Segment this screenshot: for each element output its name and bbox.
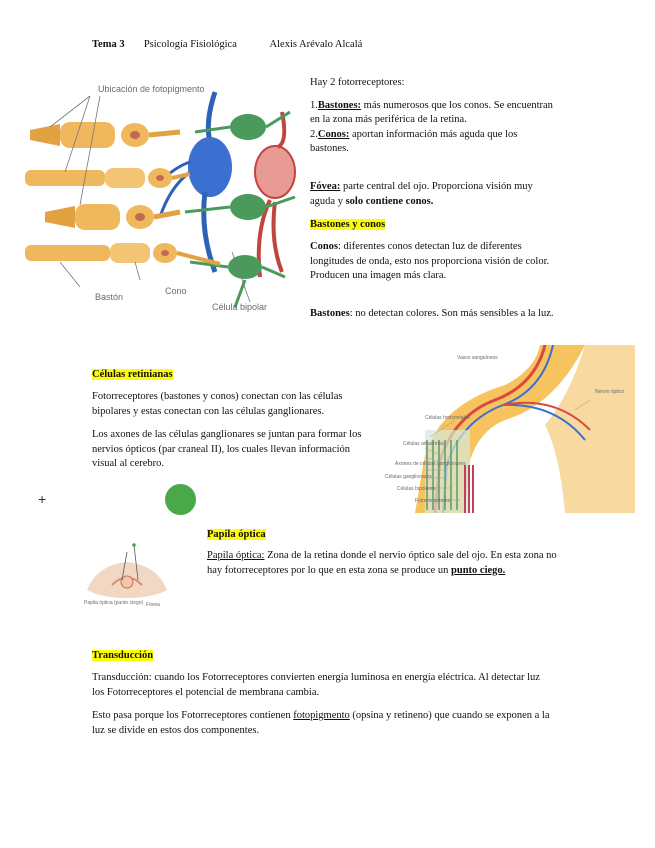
- blood-cell-shape: [255, 112, 295, 277]
- label-bipolar-cells: Células bipolares: [397, 486, 436, 492]
- label-bipolar: Célula bipolar: [212, 302, 268, 312]
- label-cone: Cono: [165, 286, 187, 296]
- blind-spot-dot: [165, 484, 196, 515]
- cones-description: Conos: diferentes conos detectan luz de diferentes longitudes de onda, esto nos proporciona visión de color. Producen una imagen más clara.: [310, 241, 550, 281]
- retinal-cells-p2: Los axones de las células ganglionares se juntan para formar los nervios ópticos (par craneal II), los cuales llevan información visual al cerebro.: [92, 429, 362, 469]
- label-rod: Bastón: [95, 292, 124, 302]
- label-amacrine: Células amacrinas: [403, 441, 445, 447]
- topic-label: Tema 3: [92, 39, 125, 50]
- label-vessels: Vasos sanguíneos: [457, 355, 498, 361]
- transduction-heading: Transducción: [92, 650, 154, 661]
- transduction-p2: Esto pasa porque los Fotorreceptores contienen fotopigmento (opsina y retineno) que cuando se exponen a la luz se divide en estos dos componentes.: [92, 710, 550, 736]
- intro-block: [310, 76, 555, 157]
- cones-definition: 2.Conos: aportan información más aguda que los bastones.: [310, 128, 518, 154]
- label-axons: Axones de células ganglionares: [395, 461, 466, 467]
- retinal-cells-heading: Células retinianas: [92, 369, 173, 380]
- photopigment-link: fotopigmento: [293, 710, 350, 721]
- transduction-p1: Transducción: cuando los Fotorreceptores convierten energía luminosa en energía eléctrica. Al detectar luz los Fotorreceptores el potencial de membrana cambia.: [92, 672, 540, 698]
- rods-description: Bastones: no detectan colores. Son más sensibles a la luz.: [310, 308, 554, 319]
- label-optic-disc: Papila óptica (punto ciego): [84, 600, 144, 606]
- label-fovea: Fóvea: [146, 602, 160, 608]
- author-label: Alexis Arévalo Alcalá: [269, 39, 363, 50]
- retinal-cells-p1: Fotorreceptores (bastones y conos) conectan con las células bipolares y estas conectan con las células ganglionares.: [92, 391, 343, 417]
- subject-label: Psicología Fisiológica: [143, 39, 237, 50]
- label-ganglion: Células ganglionares: [385, 474, 432, 480]
- rods-definition: 1.Bastones: más numerosos que los conos. Se encuentran en la zona más periférica de la retina.: [310, 99, 553, 125]
- label-photoreceptors: Fotorreceptores: [415, 498, 451, 504]
- optic-disc-heading: Papila óptica: [207, 529, 266, 540]
- blind-spot-link: punto ciego.: [451, 564, 506, 576]
- retina-figure: [385, 345, 635, 513]
- header: [92, 38, 362, 53]
- label-pigment: Ubicación de fotopigmento: [98, 84, 205, 94]
- label-horizontal: Células horizontales: [425, 415, 471, 421]
- optic-disc-definition: Papila óptica: Zona de la retina donde el nervio óptico sale del ojo. En esta zona no hay fotorreceptores por lo que en esta zona se produce un punto ciego.: [207, 550, 557, 576]
- fovea-definition: Fóvea: parte central del ojo. Proporciona visión muy aguda y solo contiene conos.: [310, 181, 533, 207]
- rods-cones-heading: Bastones y conos: [310, 219, 386, 230]
- intro-line: Hay 2 fotorreceptores:: [310, 77, 405, 88]
- blind-spot-cross: +: [38, 491, 47, 507]
- photoreceptor-figure: [20, 72, 305, 322]
- label-optic-nerve: Nervio óptico: [595, 389, 625, 395]
- optic-disc-figure: [82, 540, 172, 620]
